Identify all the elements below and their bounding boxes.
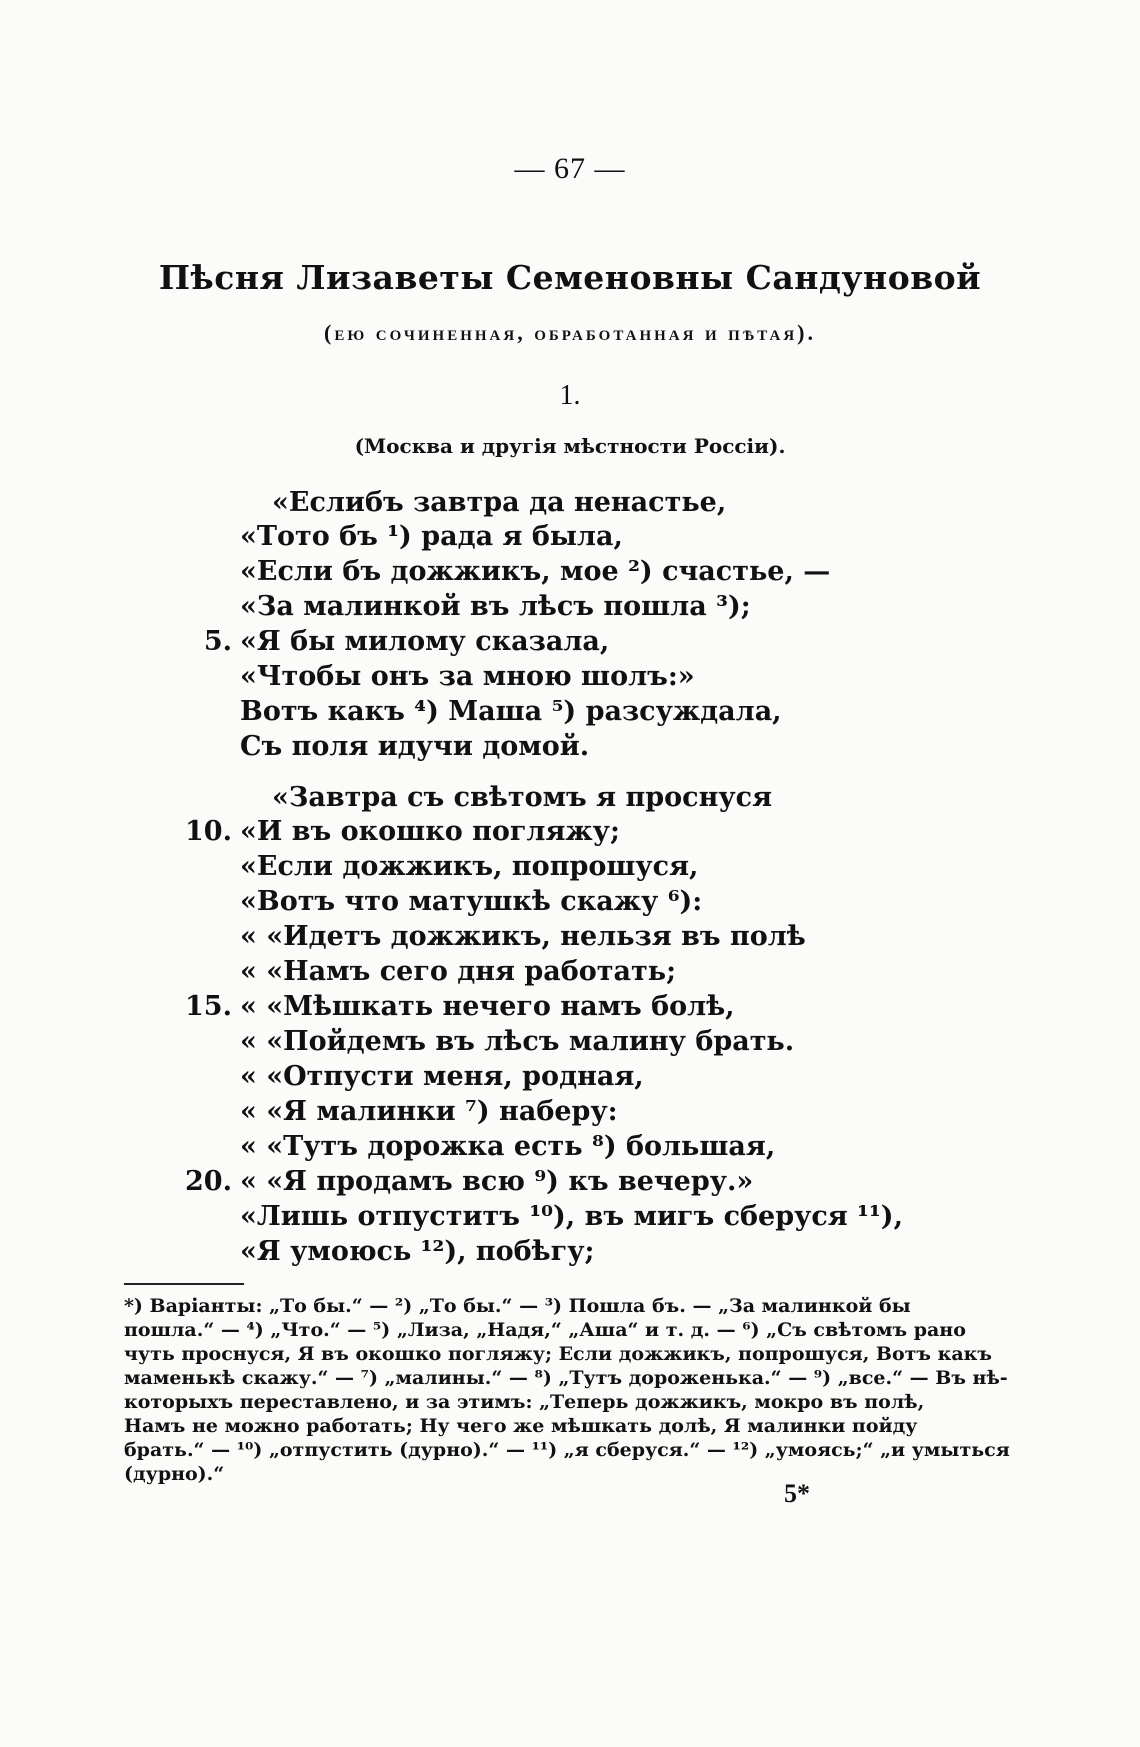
verse-line: « «Пойдемъ въ лѣсъ малину брать. [240,1026,795,1057]
verse-line: Вотъ какъ ⁴) Маша ⁵) разсуждала, [240,696,782,727]
line-number: 15. [185,991,232,1022]
verse-line: « «Я продамъ всю ⁹) къ вечеру.» [240,1166,754,1197]
verse-line: «Лишь отпуститъ ¹⁰), въ мигъ сберуся ¹¹), [240,1201,903,1232]
song-title: Пѣсня Лизаветы Семеновны Сандуновой [158,258,982,297]
line-number: 10. [185,816,232,847]
verse-line: «Тото бъ ¹) рада я была, [240,521,623,552]
verse-line: «Завтра съ свѣтомъ я проснуся [272,782,773,813]
song-location: (Москва и другія мѣстности Россіи). [354,434,786,458]
verse-line: «Я бы милому сказала, [240,626,610,657]
verse-line: « «Отпусти меня, родная, [240,1061,644,1092]
verse-line: « «Идетъ дожжикъ, нельзя въ полѣ [240,921,806,952]
verse-line: «Еслибъ завтра да ненастье, [272,487,727,518]
verse-line: «Если дожжикъ, попрошуся, [240,851,699,882]
footnote-divider [124,1283,244,1285]
verse-line: « «Намъ сего дня работать; [240,956,677,987]
footnote-line: брать.“ — ¹⁰) „отпустить (дурно).“ — ¹¹) „я сберуся.“ — ¹²) „умоясь;“ „и умыться [124,1439,1010,1461]
verse-line: « «Тутъ дорожка есть ⁸) большая, [240,1131,776,1162]
footnote-line: чуть проснуся, Я въ окошко погляжу; Если дожжикъ, попрошуся, Вотъ какъ [124,1343,992,1365]
song-subtitle: (ею сочиненная, обработанная и пѣтая). [324,320,816,345]
line-number: 20. [185,1166,232,1197]
footnote-line: маменькѣ скажу.“ — ⁷) „малины.“ — ⁸) „Тутъ дороженька.“ — ⁹) „все.“ — Въ нѣ- [124,1367,1008,1389]
verse-line: «И въ окошко погляжу; [240,816,620,847]
verse-line: «Вотъ что матушкѣ скажу ⁶): [240,886,703,917]
verse-line: «За малинкой въ лѣсъ пошла ³); [240,591,751,622]
verse-line: « «Я малинки ⁷) наберу: [240,1096,618,1127]
page-number: — 67 — [514,152,626,185]
footnote-line: *) Варіанты: „То бы.“ — ²) „То бы.“ — ³) Пошла бъ. — „За малинкой бы [124,1295,911,1317]
verse-line: «Чтобы онъ за мною шолъ:» [240,661,695,692]
footnote-line: Намъ не можно работать; Ну чего же мѣшкать долѣ, Я малинки пойду [124,1415,918,1437]
footnote-line: которыхъ переставлено, и за этимъ: „Теперь дожжикъ, мокро въ полѣ, [124,1391,925,1413]
verse-line: «Если бъ дожжикъ, мое ²) счастье, — [240,556,831,587]
line-number: 5. [203,626,232,657]
footnote-line: (дурно).“ [124,1463,225,1485]
footnote-line: пошла.“ — ⁴) „Что.“ — ⁵) „Лиза, „Надя,“ „Аша“ и т. д. — ⁶) „Съ свѣтомъ рано [124,1319,966,1341]
verse-line: Съ поля идучи домой. [240,731,590,762]
verse-line: «Я умоюсь ¹²), побѣгу; [240,1236,595,1267]
verse-line: « «Мѣшкать нечего намъ болѣ, [240,991,735,1022]
printer-signature-mark: 5* [784,1479,810,1508]
song-number: 1. [559,380,581,411]
